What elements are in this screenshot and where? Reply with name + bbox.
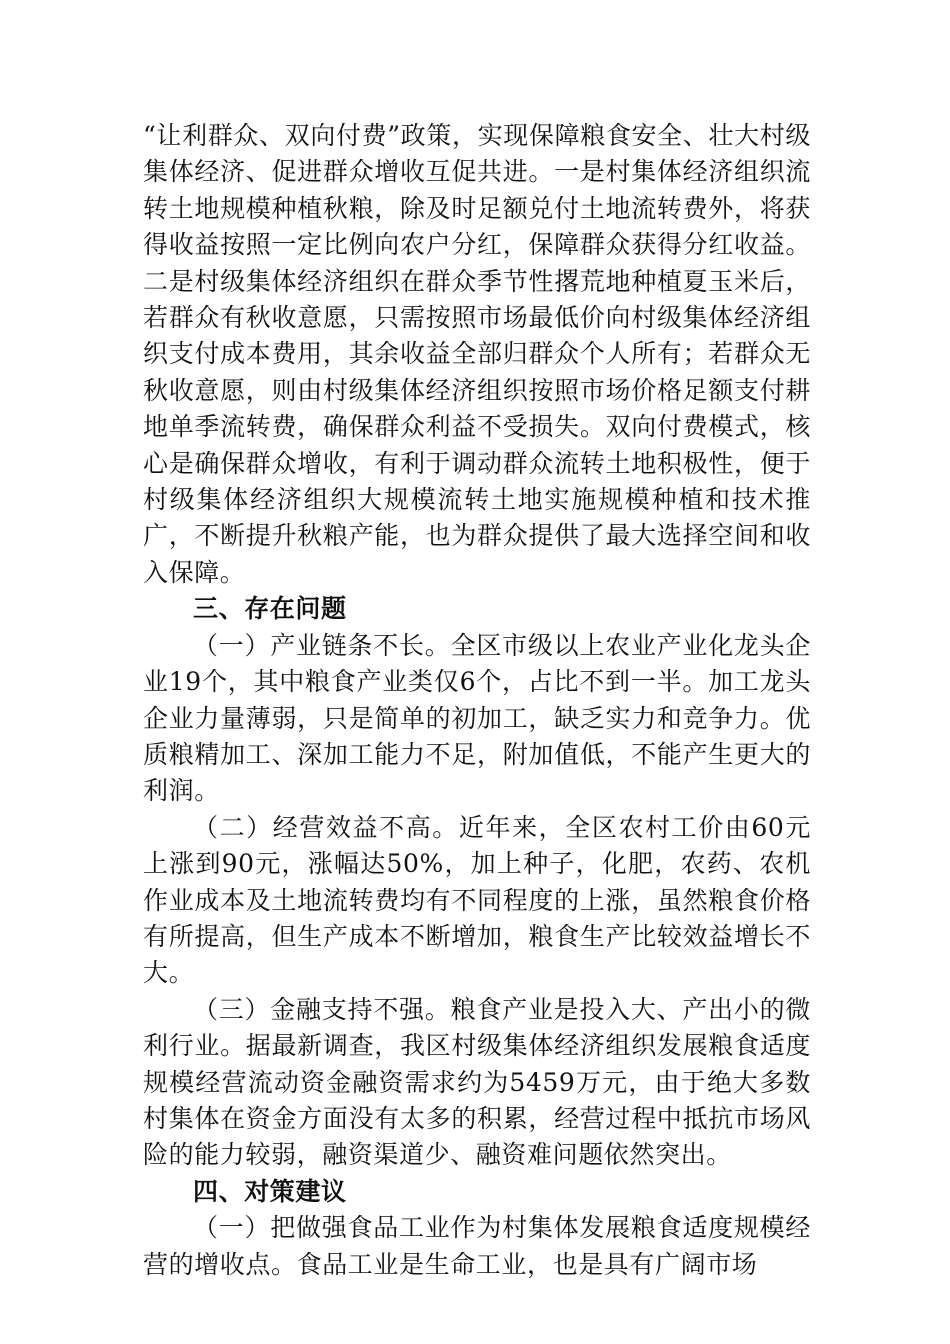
paragraph-intro: “让利群众、双向付费”政策，实现保障粮食安全、壮大村级集体经济、促进群众增收互促共进。一是村集体经济组织流转土地规模种植秋粮，除及时足额兑付土地流转费外，将获得收益按照一定比例向农户分红，保障群众获得分红收益。二是村级集体经济组织在群众季节性撂荒地种植夏玉米后，若群众有秋收意愿，只需按照市场最低价向村级集体经济组织支付成本费用，其余收益全部归群众个人所有；若群众无秋收意愿，则由村级集体经济组织按照市场价格足额支付耕地单季流转费，确保群众利益不受损失。双向付费模式，核心是确保群众增收，有利于调动群众流转土地积极性，便于村级集体经济组织大规模流转土地实施规模种植和技术推广，不断提升秋粮产能，也为群众提供了最大选择空间和收入保障。: [143, 121, 811, 587]
paragraph-problem-1: （一）产业链条不长。全区市级以上农业产业化龙头企业19个，其中粮食产业类仅6个，占比不到一半。加工龙头企业力量薄弱，只是简单的初加工，缺乏实力和竞争力。优质粮精加工、深加工能力不足，附加值低，不能产生更大的利润。: [143, 630, 811, 806]
paragraph-suggestion-1: （一）把做强食品工业作为村集体发展粮食适度规模经营的增收点。食品工业是生命工业，也是具有广阔市场: [143, 1213, 811, 1279]
paragraph-problem-3: （三）金融支持不强。粮食产业是投入大、产出小的微利行业。据最新调查，我区村级集体经济组织发展粮食适度规模经营流动资金融资需求约为5459万元，由于绝大多数村集体在资金方面没有太多的积累，经营过程中抵抗市场风险的能力较弱，融资渠道少、融资难问题依然突出。: [143, 994, 811, 1170]
paragraph-problem-2: （二）经营效益不高。近年来，全区农村工价由60元上涨到90元，涨幅达50%，加上种子，化肥，农药、农机作业成本及土地流转费均有不同程度的上涨，虽然粮食价格有所提高，但生产成本不断增加，粮食生产比较效益增长不大。: [143, 812, 811, 988]
document-body: [143, 118, 811, 1283]
section-heading-problems: 三、存在问题: [193, 594, 347, 624]
section-heading-suggestions: 四、对策建议: [193, 1176, 347, 1206]
